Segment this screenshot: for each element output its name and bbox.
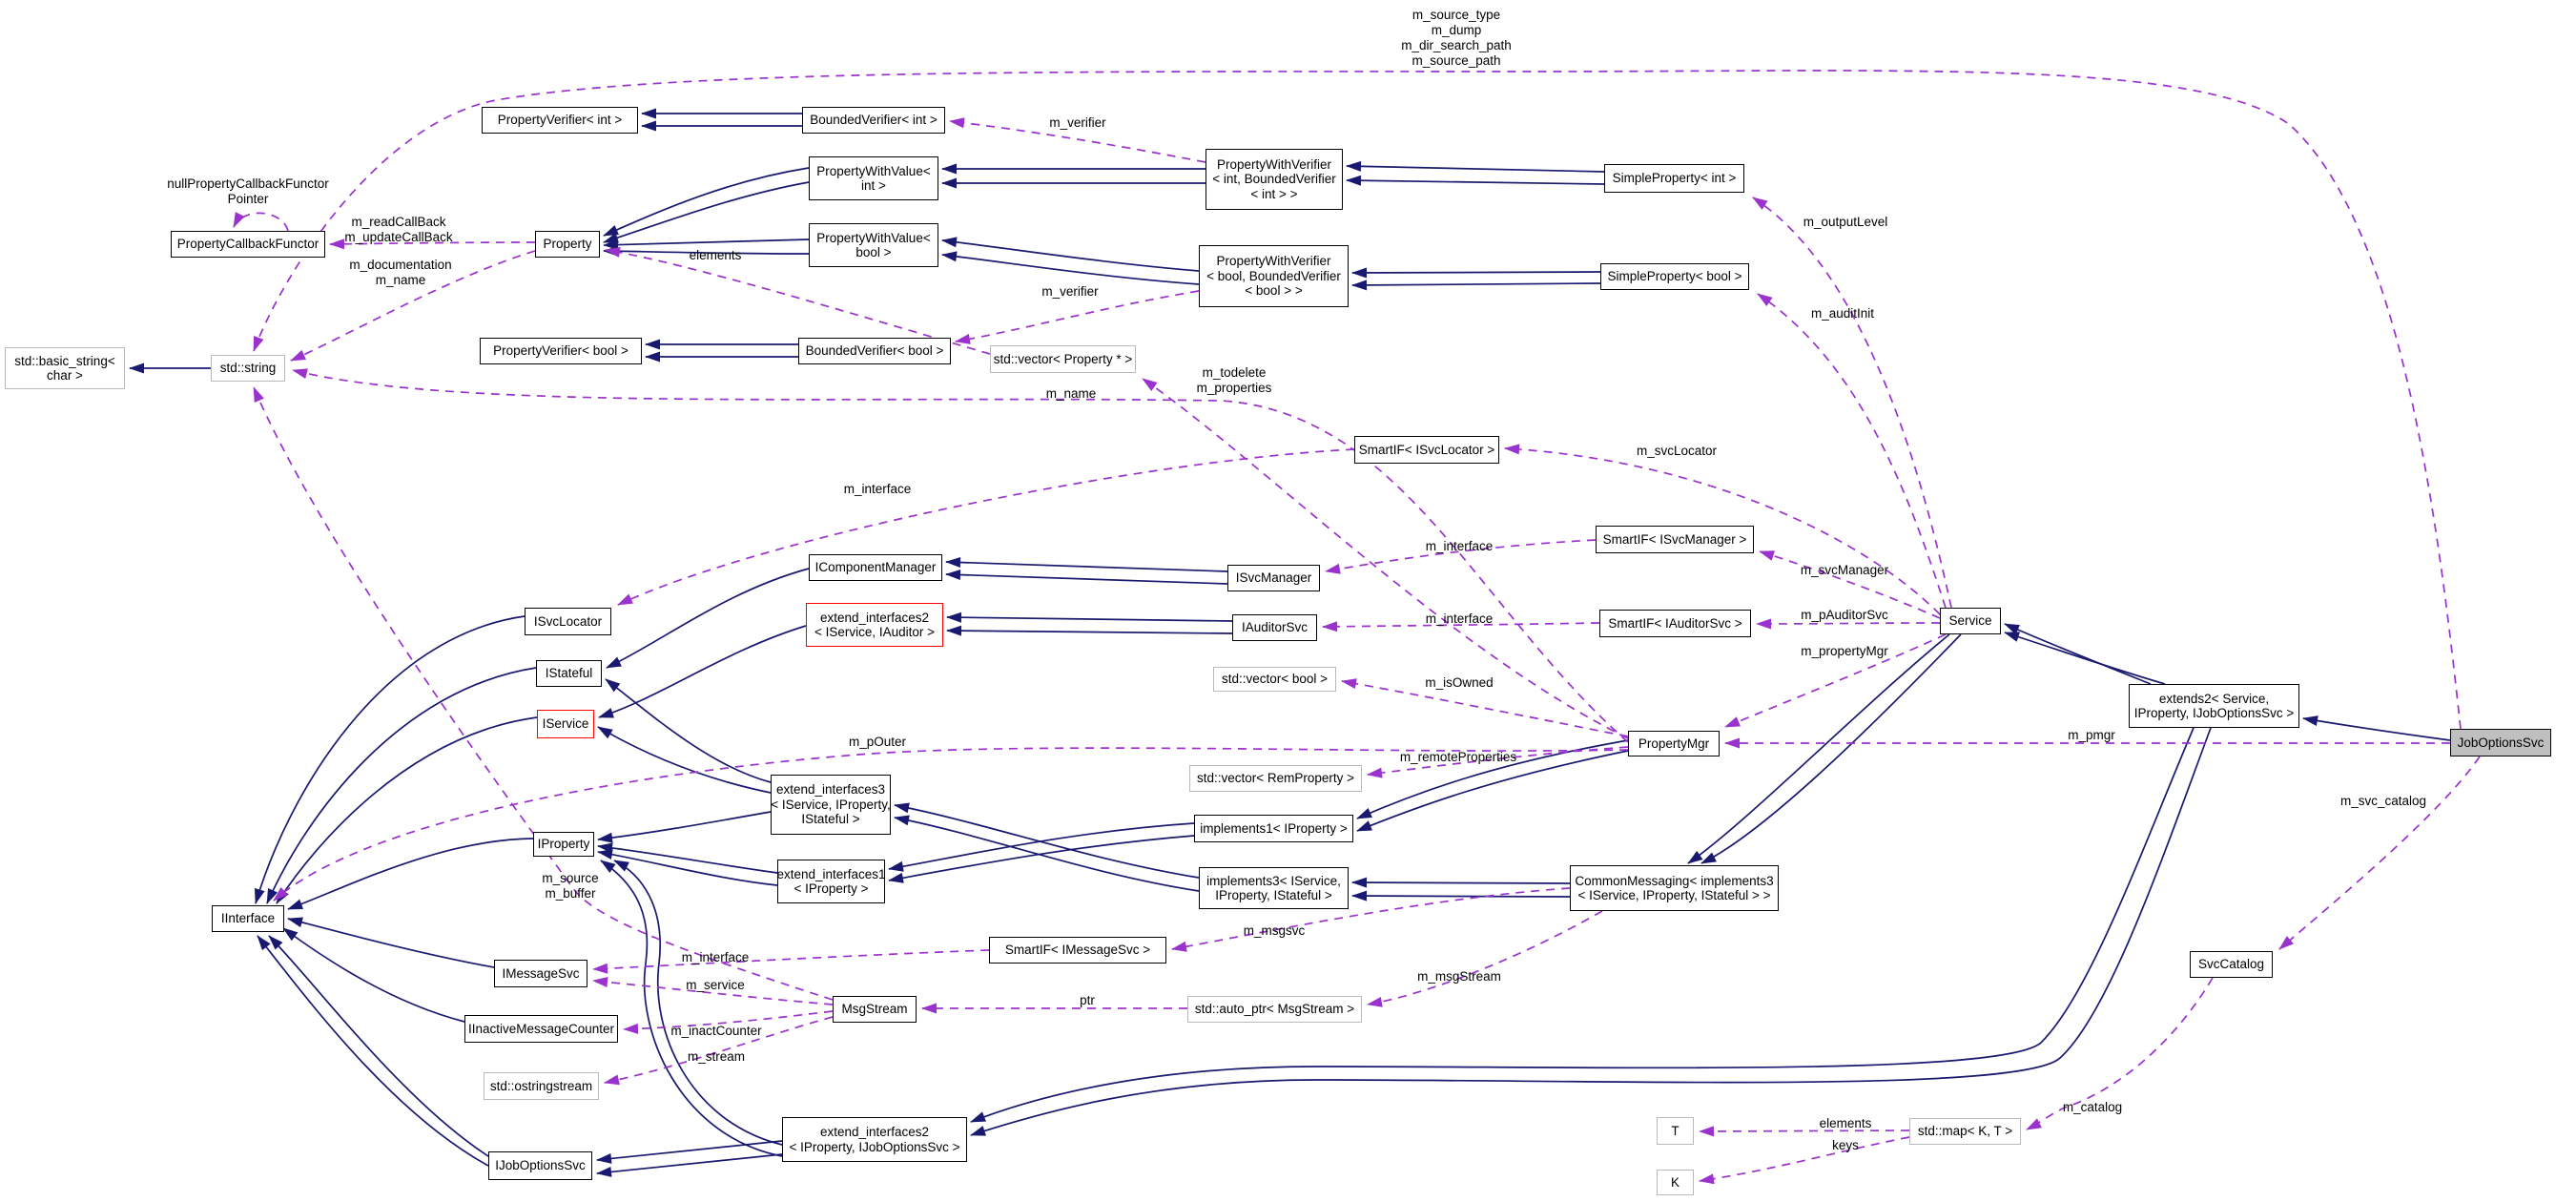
class-node-sp_bool[interactable]: [1600, 263, 1749, 290]
class-node-label: BoundedVerifier< bool >: [805, 343, 944, 359]
edge-ei1-iproperty-a: [598, 846, 777, 873]
class-node-property[interactable]: [535, 231, 600, 258]
class-node-label: < IProperty, IJobOptionsSvc >: [789, 1139, 960, 1154]
class-node-iinactive[interactable]: [464, 1015, 618, 1043]
edge-pwvbool-property-a: [604, 239, 809, 245]
edge-joboptsvc-svccatalog-usage: [2279, 756, 2480, 949]
edge-label-line: m_readCallBack: [351, 215, 446, 229]
edge-label-line: ptr: [1080, 993, 1095, 1007]
class-node-label: SvcCatalog: [2197, 957, 2265, 972]
edge-label-l_msource: [542, 871, 598, 902]
class-node-label: < IService, IProperty, IStateful > >: [1577, 888, 1771, 902]
class-node-extends2[interactable]: [2129, 684, 2299, 728]
class-node-label: SmartIF< IMessageSvc >: [1004, 943, 1151, 958]
edge-impl3-ei3-a: [895, 805, 1199, 878]
edge-label-l_name: [1046, 386, 1097, 402]
class-node-pwver_bool[interactable]: [1199, 245, 1349, 307]
class-node-label: PropertyCallbackFunctor: [176, 237, 319, 252]
class-node-autoptr[interactable]: [1187, 996, 1362, 1023]
class-node-label: implements1< IProperty >: [1200, 820, 1348, 836]
edge-label-line: m_verifier: [1049, 115, 1106, 130]
edge-label-line: m_buffer: [545, 886, 596, 901]
class-node-label: std::vector< RemProperty >: [1196, 771, 1355, 786]
edge-label-l_elements_map: [1820, 1116, 1872, 1131]
edge-label-line: m_name: [375, 273, 426, 287]
edge-label-line: m_svcLocator: [1636, 444, 1718, 458]
edge-stdmap-t-elements: [1700, 1130, 1909, 1131]
edge-service-spint-usage: [1753, 197, 1951, 608]
edge-label-line: m_dir_search_path: [1401, 38, 1512, 52]
class-node-label: bool >: [855, 245, 892, 259]
class-node-pwv_bool[interactable]: [809, 223, 938, 267]
edge-label-line: m_outputLevel: [1803, 215, 1888, 229]
class-node-label: < IService, IProperty,: [771, 797, 891, 812]
edge-label-line: m_svcManager: [1800, 563, 1889, 577]
edge-pwverbool-pwvbool-b: [942, 255, 1199, 284]
class-node-label: std::auto_ptr< MsgStream >: [1194, 1002, 1355, 1017]
edge-label-l_pmgr: [2068, 728, 2115, 743]
class-node-label: T: [1671, 1123, 1680, 1138]
edge-label-line: m_updateCallBack: [344, 230, 453, 244]
class-node-label: IAuditorSvc: [1241, 620, 1309, 635]
class-node-label: IProperty: [537, 837, 590, 852]
class-node-sp_int[interactable]: [1604, 164, 1744, 193]
class-node-label: < int, BoundedVerifier: [1212, 172, 1336, 187]
edge-label-l_msgsvc: [1244, 923, 1306, 939]
edge-label-l_verifier_int: [1049, 115, 1105, 131]
class-node-t_box[interactable]: [1657, 1117, 1694, 1145]
class-node-smartif_imsgsvc[interactable]: [989, 937, 1166, 964]
edge-isvcmgr-icompmgr-a: [946, 562, 1227, 571]
edge-extends2-ei2pj-a: [971, 728, 2194, 1122]
class-node-label: PropertyWithValue<: [816, 163, 931, 178]
class-node-iproperty[interactable]: [533, 832, 594, 857]
class-node-pv_int[interactable]: [482, 107, 638, 134]
class-node-label: IStateful: [545, 666, 593, 681]
edge-ei2sa-iservice: [599, 626, 806, 717]
edge-service-commonmsg-a: [1688, 634, 1949, 863]
class-node-label: SimpleProperty< int >: [1612, 171, 1737, 186]
edge-label-l_keys: [1832, 1138, 1859, 1153]
class-node-label: CommonMessaging< implements3: [1575, 873, 1774, 888]
class-node-iinterface[interactable]: [212, 905, 284, 932]
class-node-label: IProperty, IJobOptionsSvc >: [2133, 706, 2295, 720]
class-node-iservice[interactable]: [537, 710, 594, 738]
edge-label-l_outputlevel: [1803, 215, 1888, 230]
class-node-label: SmartIF< IAuditorSvc >: [1608, 615, 1742, 631]
class-node-label: IMessageSvc: [502, 965, 580, 981]
class-node-label: MsgStream: [841, 1002, 908, 1017]
class-node-label: < int > >: [1250, 186, 1298, 201]
class-node-impl3[interactable]: [1199, 867, 1349, 909]
class-node-label: PropertyVerifier< int >: [497, 113, 623, 128]
edge-label-l_stream: [688, 1049, 745, 1065]
class-node-label: extend_interfaces1: [776, 866, 886, 881]
edge-label-l_pauditorsvc: [1801, 608, 1888, 623]
edge-label-line: m_auditInit: [1810, 306, 1875, 321]
class-node-label: < bool, BoundedVerifier: [1206, 268, 1341, 283]
class-node-pwv_int[interactable]: [809, 156, 938, 200]
class-node-ei1[interactable]: [777, 860, 885, 903]
edge-label-line: m_todelete: [1202, 365, 1267, 380]
edge-icompmgr-istateful: [607, 569, 809, 668]
edge-ei3-iproperty: [598, 812, 771, 839]
class-node-label: std::map< K, T >: [1917, 1124, 2013, 1139]
class-node-label: PropertyWithVerifier: [1216, 254, 1331, 269]
edge-label-l_msgstream: [1417, 969, 1501, 984]
edge-label-line: elements: [689, 248, 742, 262]
class-node-isvclocator[interactable]: [525, 608, 611, 635]
class-node-commonmsg[interactable]: [1570, 865, 1779, 911]
edge-label-line: m_remoteProperties: [1399, 750, 1517, 764]
class-node-label: < IProperty >: [793, 881, 869, 896]
edge-iinactive-iinterface: [283, 928, 464, 1022]
class-node-iauditorsvc[interactable]: [1232, 614, 1317, 641]
class-node-vec_bool[interactable]: [1213, 667, 1336, 692]
edge-label-line: m_pOuter: [848, 735, 907, 749]
edge-label-l_ptr: [1080, 993, 1095, 1008]
class-node-label: < IService, IAuditor >: [814, 625, 936, 639]
class-node-label: Property: [543, 237, 592, 252]
edge-label-line: nullPropertyCallbackFunctor: [167, 176, 329, 191]
class-node-pv_bool[interactable]: [480, 338, 642, 364]
class-node-label: ISvcLocator: [533, 613, 603, 629]
edge-label-line: m_properties: [1196, 381, 1272, 395]
edge-spbool-pwverbool-b: [1352, 283, 1600, 285]
edge-stdmap-k-keys: [1700, 1137, 1909, 1181]
class-node-svccatalog[interactable]: [2190, 951, 2273, 978]
edge-iservice-iinterface: [277, 717, 537, 903]
edge-label-l_remoteprops: [1400, 750, 1516, 765]
edge-label-line: m_service: [686, 978, 745, 992]
edge-label-line: m_dump: [1431, 23, 1482, 37]
class-node-pcf[interactable]: [171, 231, 325, 258]
class-node-propertymgr[interactable]: [1628, 731, 1720, 756]
class-node-k_box[interactable]: [1657, 1170, 1694, 1195]
edge-iaudsvc-ei2sa-a: [947, 617, 1232, 621]
edge-imessagesvc-iinterface: [288, 919, 494, 967]
class-node-bv_bool[interactable]: [798, 338, 951, 364]
class-node-label: IStateful >: [801, 812, 860, 827]
class-node-smartif_isvcmgr[interactable]: [1596, 526, 1754, 553]
edge-label-line: m_interface: [1425, 611, 1494, 626]
class-node-label: implements3< IService,: [1206, 873, 1341, 888]
edge-label-l_iface_aud: [1426, 611, 1494, 627]
edge-label-line: m_verifier: [1041, 284, 1099, 299]
class-node-ei3[interactable]: [771, 775, 891, 835]
class-node-string[interactable]: [211, 355, 285, 382]
class-node-label: PropertyVerifier< bool >: [493, 343, 629, 359]
edge-label-line: keys: [1832, 1138, 1859, 1152]
edge-pwvint-property-a: [604, 168, 809, 236]
edge-iaudsvc-ei2sa-b: [947, 631, 1232, 633]
edge-commonmsg-autoptr-usage: [1368, 911, 1602, 1005]
edge-pcf-selfloop: [234, 213, 288, 231]
edge-propertymgr-iinterface-pouter: [274, 748, 1628, 901]
edge-ei3-iservice: [598, 727, 771, 793]
edge-extends2-service-a: [2005, 624, 2151, 684]
class-node-label: std::string: [219, 361, 277, 376]
edge-spint-pwverint-a: [1347, 166, 1604, 172]
edge-label-line: Pointer: [227, 192, 269, 206]
edge-label-l_inactcounter: [670, 1024, 761, 1039]
edge-impl3-ei3-b: [895, 818, 1199, 891]
edge-label-line: m_catalog: [2062, 1100, 2123, 1114]
edge-label-l_isowned: [1425, 675, 1493, 691]
edge-label-l_elements_prop: [690, 248, 742, 263]
edge-label-l_readcb: [344, 215, 452, 245]
edge-label-line: m_interface: [843, 482, 912, 496]
edge-label-line: m_source_type: [1412, 8, 1501, 22]
class-node-vec_prop[interactable]: [990, 345, 1136, 373]
edge-commonmsg-impl3-a: [1352, 882, 1570, 883]
edge-iproperty-iinterface: [288, 839, 533, 909]
edge-isvclocator-iinterface: [256, 616, 525, 903]
class-node-label: JobOptionsSvc: [2457, 735, 2545, 750]
edge-msgstream-string-usage: [254, 387, 833, 1000]
class-node-msgstream[interactable]: [833, 996, 917, 1023]
class-node-vec_rem[interactable]: [1189, 765, 1362, 792]
class-node-istateful[interactable]: [536, 660, 602, 687]
class-node-label: extend_interfaces2: [819, 1125, 930, 1139]
edge-label-line: m_inactCounter: [670, 1024, 762, 1038]
edge-ijoboptsvc-iinterface-a: [269, 936, 488, 1156]
class-node-label: std::basic_string<: [14, 353, 115, 368]
edge-label-l_source: [1401, 8, 1512, 69]
class-node-ostringstream[interactable]: [484, 1072, 599, 1100]
class-node-label: IJobOptionsSvc: [495, 1158, 586, 1173]
edge-extends2-ei2pj-b: [971, 728, 2211, 1135]
edge-spbool-pwverbool-a: [1352, 272, 1600, 273]
edge-label-l_svc_catalog: [2340, 794, 2426, 809]
edge-ei2pj-iproperty-b: [601, 860, 782, 1156]
edge-pwverbool-pwvbool-a: [942, 240, 1199, 271]
edge-label-line: m_isOwned: [1425, 675, 1494, 690]
edge-label-line: m_svc_catalog: [2339, 794, 2427, 808]
edge-label-l_svcmanager: [1801, 563, 1888, 578]
edge-label-line: m_interface: [681, 950, 750, 964]
edge-label-l_pouter: [849, 735, 906, 750]
class-node-label: IInterface: [220, 911, 276, 926]
edge-isvcmgr-icompmgr-b: [946, 574, 1227, 584]
class-node-label: PropertyMgr: [1638, 736, 1710, 751]
edge-ei3-istateful: [606, 679, 771, 782]
edge-label-l_doc: [349, 258, 451, 288]
edge-label-line: m_source_path: [1412, 53, 1501, 68]
edge-label-l_catalog: [2063, 1100, 2122, 1115]
class-node-label: Service: [1948, 613, 1992, 629]
class-node-impl1[interactable]: [1194, 815, 1353, 842]
class-node-ei2_svc_aud[interactable]: [806, 603, 943, 647]
edge-label-line: m_pmgr: [2068, 728, 2115, 742]
edge-impl1-ei1-a: [889, 823, 1194, 869]
edge-service-spbool-usage: [1758, 294, 1946, 608]
edge-service-commonmsg-b: [1701, 634, 1961, 863]
edge-label-l_svclocator: [1637, 444, 1717, 459]
class-node-smartif_isvclocator[interactable]: [1354, 436, 1499, 464]
class-node-label: IInactiveMessageCounter: [467, 1021, 615, 1036]
class-node-pwver_int[interactable]: [1206, 149, 1343, 210]
edge-label-line: m_interface: [1425, 539, 1494, 553]
class-node-bv_int[interactable]: [802, 107, 945, 134]
class-node-joboptsvc[interactable]: [2450, 729, 2551, 756]
edge-label-l_verifier_bool: [1041, 284, 1098, 300]
class-node-label: SimpleProperty< bool >: [1607, 269, 1742, 284]
edge-label-l_propertymgr: [1801, 644, 1888, 659]
edge-label-l_iface_msg: [682, 950, 750, 965]
edge-label-l_iface_loc: [844, 482, 912, 497]
class-node-label: IComponentManager: [814, 560, 937, 575]
edge-spint-pwverint-b: [1347, 180, 1604, 184]
class-node-label: std::ostringstream: [489, 1078, 593, 1093]
edge-label-line: elements: [1819, 1116, 1872, 1130]
class-node-label: PropertyWithVerifier: [1216, 156, 1332, 172]
edge-pwvint-property-b: [604, 182, 809, 242]
edge-label-l_iface_mgr: [1426, 539, 1494, 554]
edge-label-line: m_propertyMgr: [1801, 644, 1888, 658]
edge-joboptsvc-extends2: [2303, 718, 2450, 740]
class-node-label: BoundedVerifier< int >: [810, 113, 938, 128]
edge-label-line: m_pAuditorSvc: [1801, 608, 1888, 622]
edge-label-l_nullpcf: [167, 176, 329, 207]
class-node-ijoboptsvc[interactable]: [488, 1151, 592, 1180]
class-node-label: SmartIF< ISvcLocator >: [1358, 442, 1495, 457]
edge-label-line: m_source: [542, 871, 599, 885]
class-node-service[interactable]: [1940, 608, 2001, 634]
class-node-label: SmartIF< ISvcManager >: [1602, 531, 1747, 547]
class-node-label: PropertyWithValue<: [816, 230, 931, 245]
class-node-basic_string[interactable]: [5, 347, 125, 389]
edge-label-line: m_msgStream: [1417, 969, 1501, 984]
class-node-label: IService: [542, 716, 589, 732]
class-node-ei2_prop_job[interactable]: [782, 1117, 967, 1162]
class-node-smartif_iaudsvc[interactable]: [1599, 610, 1751, 637]
edge-label-l_service: [686, 978, 745, 993]
edge-commonmsg-impl3-b: [1352, 896, 1570, 897]
class-node-label: std::vector< bool >: [1221, 672, 1329, 687]
edge-smartifimsgsvc-imessagesvc-usage: [593, 950, 989, 969]
class-node-label: int >: [861, 178, 886, 193]
class-node-label: extend_interfaces3: [775, 782, 886, 798]
edge-label-line: m_documentation: [349, 258, 452, 272]
class-node-icompmgr[interactable]: [809, 554, 942, 581]
class-node-stdmap[interactable]: [1909, 1118, 2021, 1145]
class-node-label: char >: [47, 368, 83, 383]
class-node-label: std::vector< Property * >: [993, 351, 1133, 366]
class-node-label: ISvcManager: [1235, 570, 1312, 586]
edge-service-smartifiaudsvc-usage: [1757, 623, 1940, 624]
class-node-imessagesvc[interactable]: [494, 960, 587, 987]
class-node-label: K: [1670, 1174, 1680, 1190]
edge-label-line: m_name: [1045, 386, 1097, 401]
edge-label-line: m_msgsvc: [1243, 923, 1306, 938]
edge-extends2-service-b: [2005, 632, 2165, 684]
edge-label-l_auditinit: [1811, 306, 1874, 321]
class-node-label: IProperty, IStateful >: [1215, 888, 1332, 902]
class-node-isvcmanager[interactable]: [1227, 565, 1320, 591]
class-node-label: extend_interfaces2: [819, 610, 930, 625]
edge-label-l_todelete: [1197, 365, 1272, 396]
class-node-label: extends2< Service,: [2158, 691, 2270, 706]
edge-label-line: m_stream: [687, 1049, 746, 1064]
class-node-label: < bool > >: [1245, 283, 1303, 299]
